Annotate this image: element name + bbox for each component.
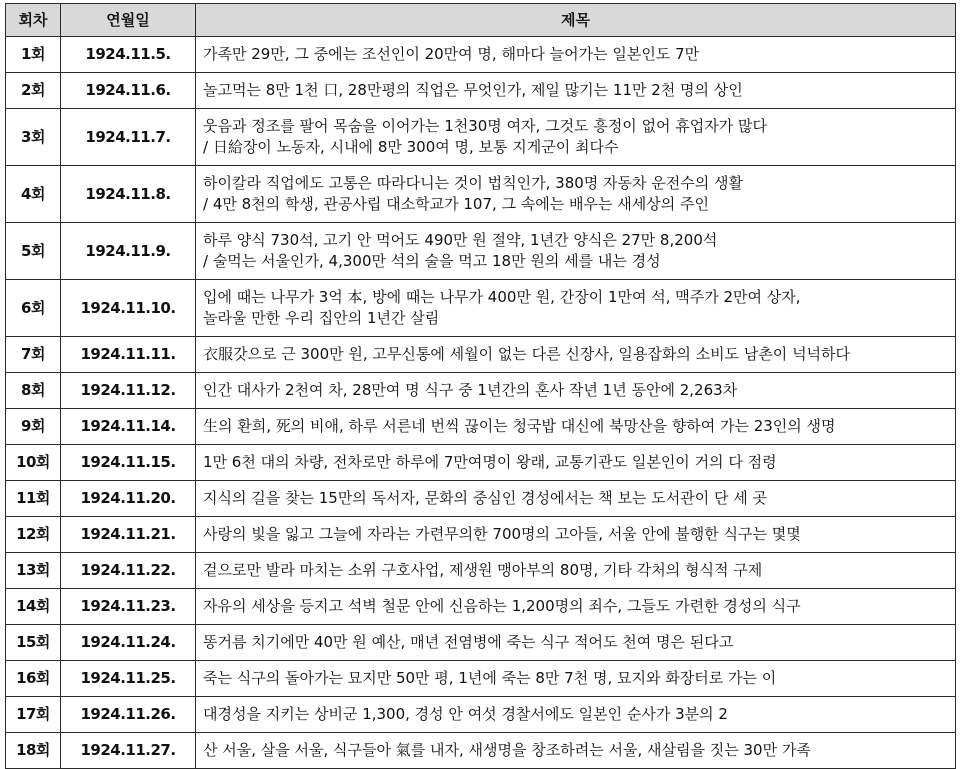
publication-date: 1924.11.21. bbox=[61, 517, 196, 553]
title-line: 가족만 29만, 그 중에는 조선인이 20만여 명, 해마다 늘어가는 일본인도 7만 bbox=[203, 45, 700, 63]
table-row bbox=[6, 733, 956, 769]
table-row bbox=[6, 280, 956, 337]
table-row bbox=[6, 37, 956, 73]
title-line: / 술먹는 서울인가, 4,300만 석의 술을 먹고 18만 원의 세를 내는 경성 bbox=[203, 252, 661, 270]
title-line: 하이칼라 직업에도 고통은 따라다니는 것이 법칙인가, 380명 자동차 운전수의 생활 bbox=[203, 174, 743, 192]
article-title bbox=[196, 625, 956, 661]
table-body bbox=[6, 37, 956, 769]
header-number: 회차 bbox=[6, 4, 61, 37]
title-line: 지식의 길을 찾는 15만의 독서자, 문화의 중심인 경성에서는 책 보는 도서관이 단 세 곳 bbox=[203, 489, 768, 507]
publication-date: 1924.11.12. bbox=[61, 373, 196, 409]
title-line: 놀고먹는 8만 1천 口, 28만평의 직업은 무엇인가, 제일 많기는 11만 2천 명의 상인 bbox=[203, 81, 743, 99]
article-title bbox=[196, 445, 956, 481]
episode-number: 10회 bbox=[6, 445, 61, 481]
article-title bbox=[196, 517, 956, 553]
publication-date: 1924.11.7. bbox=[61, 109, 196, 166]
publication-date: 1924.11.6. bbox=[61, 73, 196, 109]
episode-number: 18회 bbox=[6, 733, 61, 769]
article-title bbox=[196, 373, 956, 409]
table-row bbox=[6, 625, 956, 661]
article-title bbox=[196, 337, 956, 373]
header-date: 연월일 bbox=[61, 4, 196, 37]
article-title bbox=[196, 661, 956, 697]
title-line: 衣服갓으로 근 300만 원, 고무신통에 세월이 없는 다른 신장사, 일용잡화의 소비도 남촌이 넉넉하다 bbox=[203, 345, 851, 363]
title-line: 사랑의 빛을 잃고 그늘에 자라는 가련무의한 700명의 고아들, 서울 안에 불행한 식구는 몇몇 bbox=[203, 525, 801, 543]
title-line: 하루 양식 730석, 고기 안 먹어도 490만 원 절약, 1년간 양식은 27만 8,200석 bbox=[203, 231, 718, 249]
article-title bbox=[196, 409, 956, 445]
table-row bbox=[6, 661, 956, 697]
table-row bbox=[6, 166, 956, 223]
article-title bbox=[196, 37, 956, 73]
episode-number: 15회 bbox=[6, 625, 61, 661]
title-line: 웃음과 정조를 팔어 목숨을 이어가는 1천30명 여자, 그것도 흥정이 없어 휴업자가 많다 bbox=[203, 117, 768, 135]
table-row bbox=[6, 553, 956, 589]
article-title bbox=[196, 481, 956, 517]
publication-date: 1924.11.10. bbox=[61, 280, 196, 337]
publication-date: 1924.11.14. bbox=[61, 409, 196, 445]
table-row bbox=[6, 373, 956, 409]
episode-number: 12회 bbox=[6, 517, 61, 553]
table-row bbox=[6, 517, 956, 553]
publication-date: 1924.11.20. bbox=[61, 481, 196, 517]
article-title bbox=[196, 553, 956, 589]
title-line: 겉으로만 발라 마치는 소위 구호사업, 제생원 맹아부의 80명, 기타 각처의 형식적 구제 bbox=[203, 561, 763, 579]
publication-date: 1924.11.27. bbox=[61, 733, 196, 769]
article-title bbox=[196, 73, 956, 109]
table-row bbox=[6, 73, 956, 109]
episode-number: 4회 bbox=[6, 166, 61, 223]
publication-date: 1924.11.23. bbox=[61, 589, 196, 625]
table-row bbox=[6, 445, 956, 481]
title-line: 죽는 식구의 돌아가는 묘지만 50만 평, 1년에 죽는 8만 7천 명, 묘지와 화장터로 가는 이 bbox=[203, 669, 777, 687]
episode-number: 14회 bbox=[6, 589, 61, 625]
series-table bbox=[5, 3, 956, 769]
title-line: 대경성을 지키는 상비군 1,300, 경성 안 여섯 경찰서에도 일본인 순사가 3분의 2 bbox=[203, 705, 728, 723]
publication-date: 1924.11.24. bbox=[61, 625, 196, 661]
publication-date: 1924.11.5. bbox=[61, 37, 196, 73]
table-row bbox=[6, 481, 956, 517]
title-line: 生의 환희, 死의 비애, 하루 서른네 번씩 끊이는 청국밥 대신에 북망산을 향하여 가는 23인의 생명 bbox=[203, 417, 836, 435]
episode-number: 5회 bbox=[6, 223, 61, 280]
header-title: 제목 bbox=[196, 4, 956, 37]
publication-date: 1924.11.9. bbox=[61, 223, 196, 280]
article-title bbox=[196, 697, 956, 733]
publication-date: 1924.11.22. bbox=[61, 553, 196, 589]
episode-number: 6회 bbox=[6, 280, 61, 337]
episode-number: 2회 bbox=[6, 73, 61, 109]
episode-number: 11회 bbox=[6, 481, 61, 517]
article-title bbox=[196, 589, 956, 625]
table-row bbox=[6, 109, 956, 166]
publication-date: 1924.11.26. bbox=[61, 697, 196, 733]
table-row bbox=[6, 589, 956, 625]
title-line: 1만 6천 대의 차량, 전차로만 하루에 7만여명이 왕래, 교통기관도 일본인이 거의 다 점령 bbox=[203, 453, 777, 471]
title-line: / 日給장이 노동자, 시내에 8만 300여 명, 보통 지게군이 최다수 bbox=[203, 138, 619, 156]
article-title bbox=[196, 166, 956, 223]
table-row bbox=[6, 337, 956, 373]
episode-number: 8회 bbox=[6, 373, 61, 409]
article-title bbox=[196, 280, 956, 337]
title-line: 똥거름 치기에만 40만 원 예산, 매년 전염병에 죽는 식구 적어도 천여 명은 된다고 bbox=[203, 633, 734, 651]
article-title bbox=[196, 733, 956, 769]
episode-number: 7회 bbox=[6, 337, 61, 373]
title-line: 놀라울 만한 우리 집안의 1년간 살림 bbox=[203, 309, 440, 327]
episode-number: 13회 bbox=[6, 553, 61, 589]
publication-date: 1924.11.8. bbox=[61, 166, 196, 223]
table-row bbox=[6, 223, 956, 280]
table-row bbox=[6, 409, 956, 445]
episode-number: 1회 bbox=[6, 37, 61, 73]
episode-number: 3회 bbox=[6, 109, 61, 166]
header-row bbox=[6, 4, 956, 37]
title-line: 산 서울, 살을 서울, 식구들아 氣를 내자, 새생명을 창조하려는 서울, 새살림을 짓는 30만 가족 bbox=[203, 741, 811, 759]
title-line: 입에 때는 나무가 3억 本, 방에 때는 나무가 400만 원, 간장이 1만여 석, 맥주가 2만여 상자, bbox=[203, 288, 801, 306]
title-line: / 4만 8천의 학생, 관공사립 대소학교가 107, 그 속에는 배우는 새세상의 주인 bbox=[203, 195, 709, 213]
publication-date: 1924.11.25. bbox=[61, 661, 196, 697]
publication-date: 1924.11.15. bbox=[61, 445, 196, 481]
episode-number: 16회 bbox=[6, 661, 61, 697]
article-title bbox=[196, 223, 956, 280]
episode-number: 9회 bbox=[6, 409, 61, 445]
title-line: 자유의 세상을 등지고 석벽 철문 안에 신음하는 1,200명의 죄수, 그들도 가련한 경성의 식구 bbox=[203, 597, 801, 615]
article-title bbox=[196, 109, 956, 166]
table-row bbox=[6, 697, 956, 733]
publication-date: 1924.11.11. bbox=[61, 337, 196, 373]
episode-number: 17회 bbox=[6, 697, 61, 733]
title-line: 인간 대사가 2천여 차, 28만여 명 식구 중 1년간의 혼사 작년 1년 동안에 2,263차 bbox=[203, 381, 738, 399]
